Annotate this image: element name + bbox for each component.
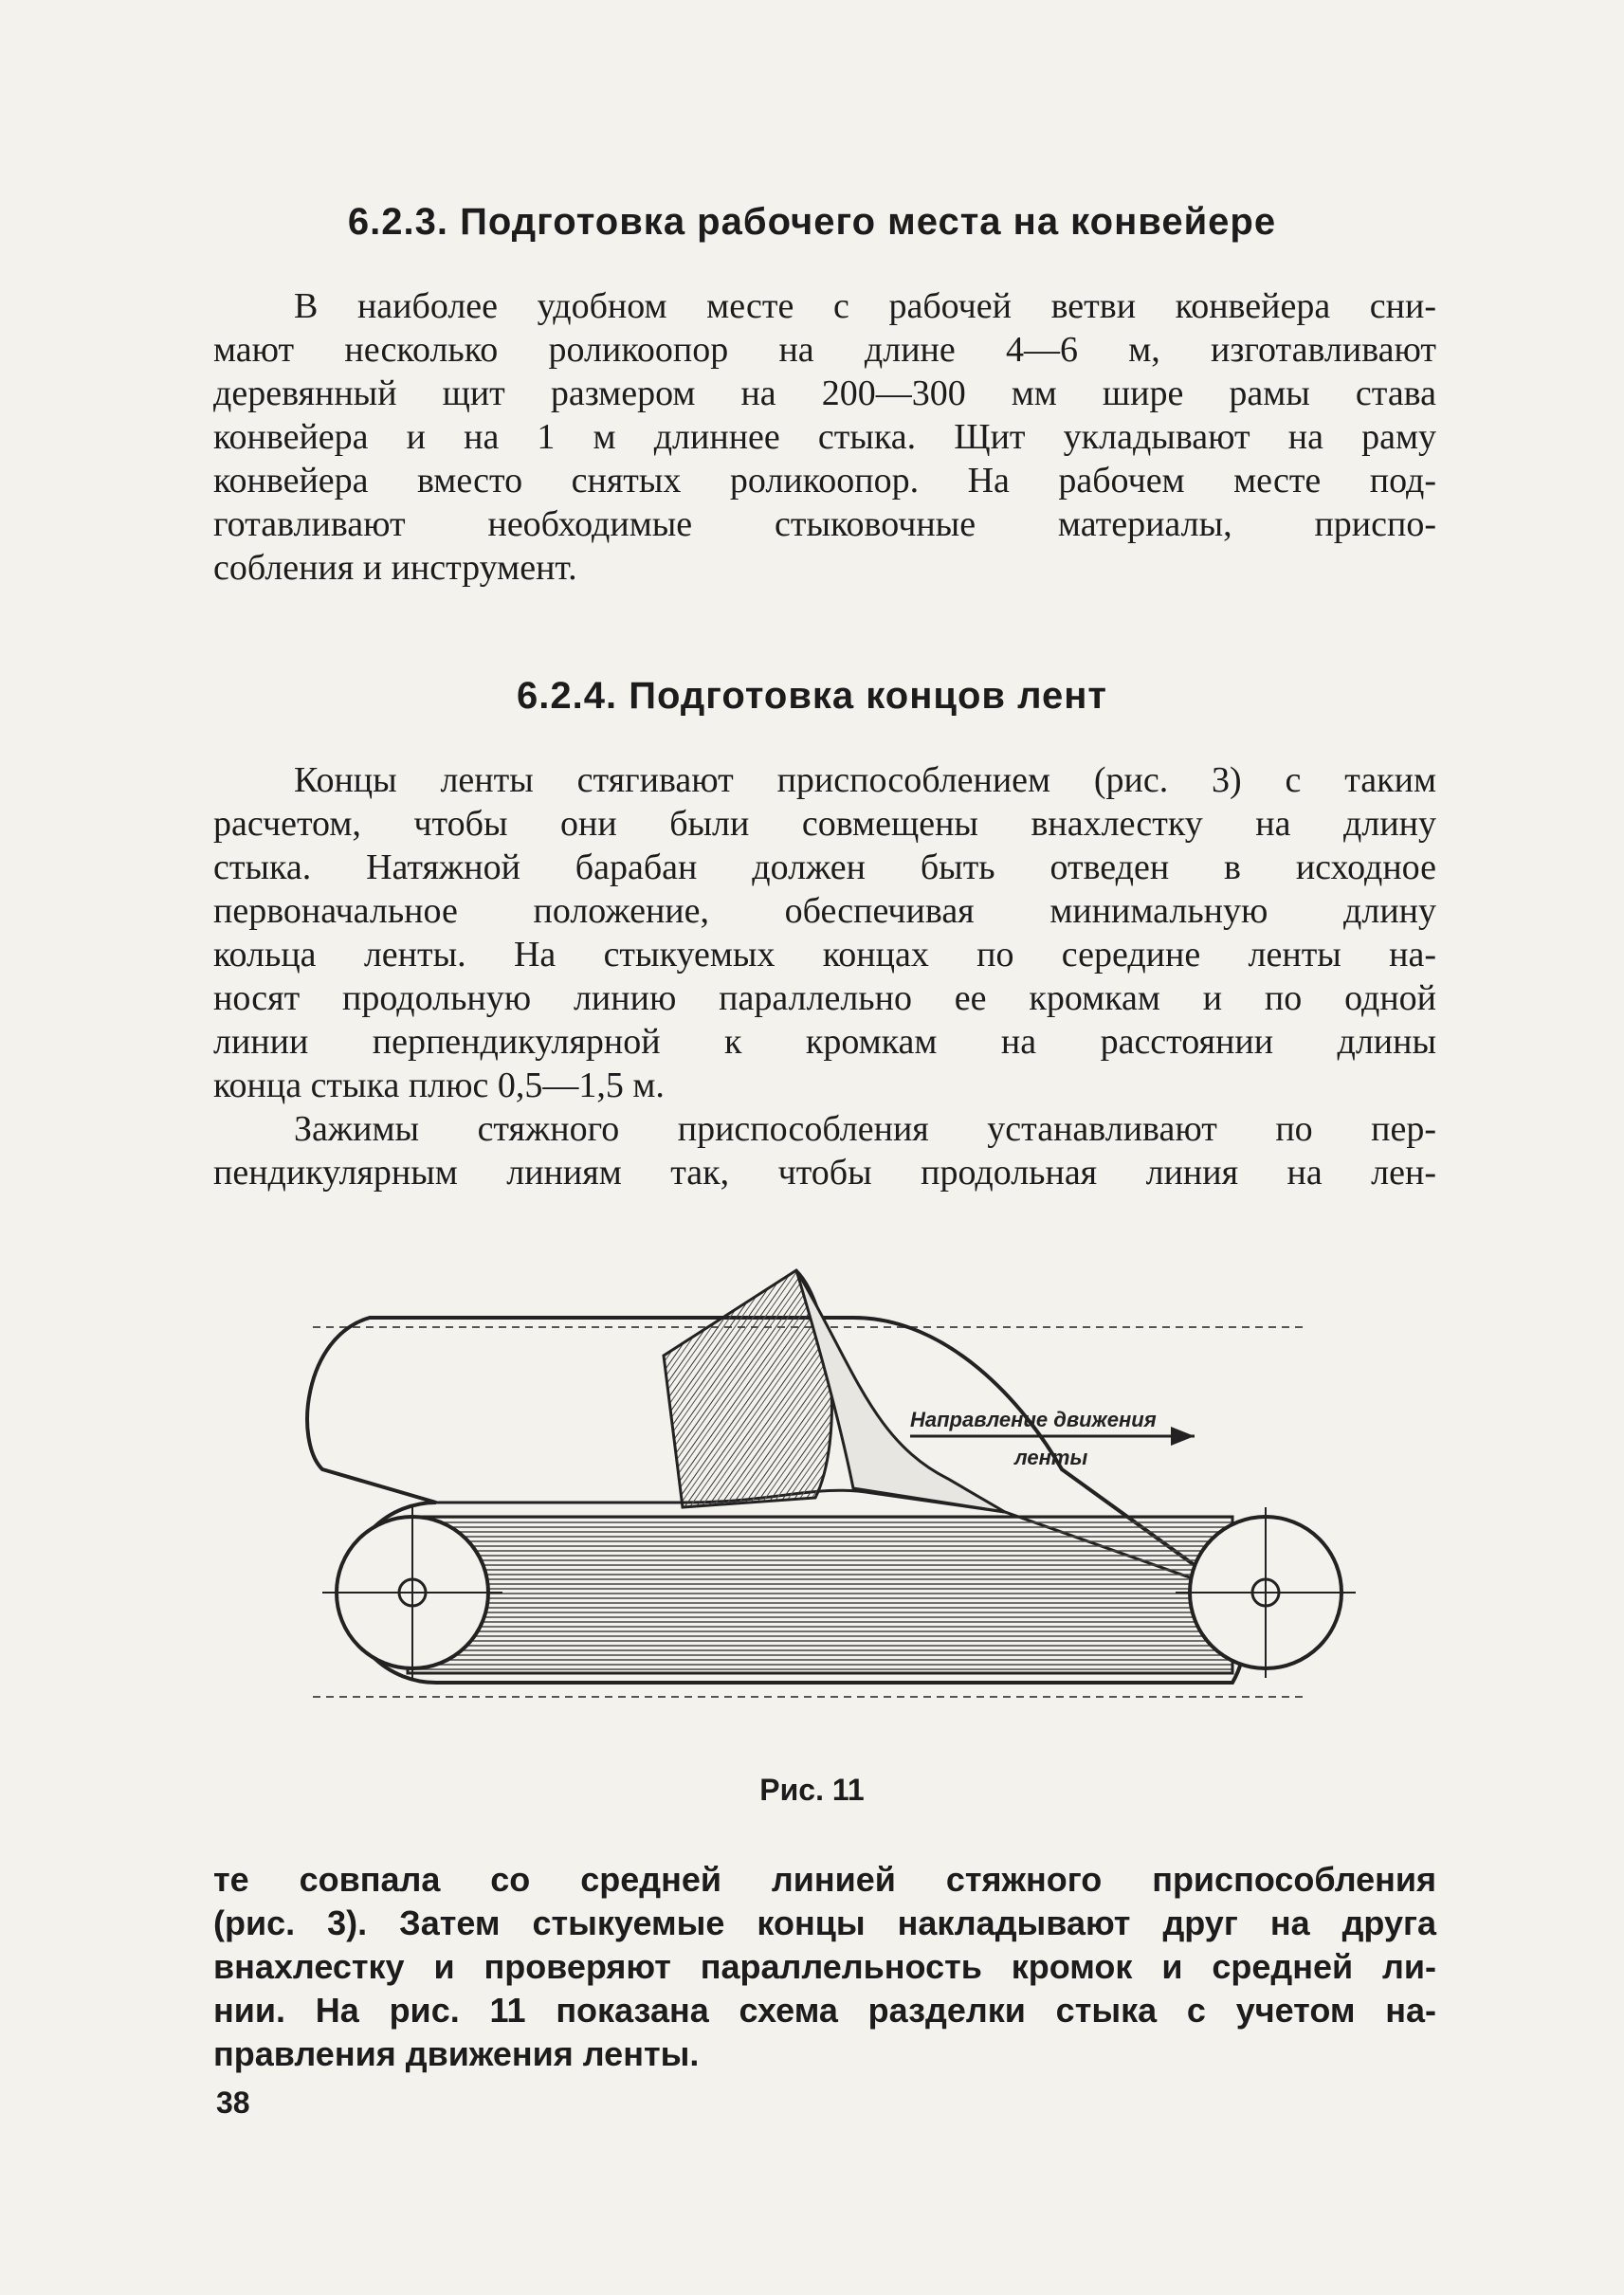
text-line: конвейера вместо снятых роликоопор. На рабочем месте под-	[213, 461, 1436, 501]
direction-label-belt: ленты	[1014, 1446, 1088, 1469]
direction-arrow-head	[1171, 1427, 1195, 1446]
paragraph-workplace	[213, 284, 1436, 590]
text-line: В наиболее удобном месте с рабочей ветви конвейера сни-	[294, 286, 1436, 326]
text-line: Концы ленты стягивают приспособлением (рис. 3) с таким	[294, 760, 1436, 800]
paragraph-continuation	[213, 1858, 1436, 2076]
text-line: собления и инструмент.	[213, 548, 577, 588]
paragraph-belt-ends	[213, 758, 1436, 1194]
text-line: готавливают необходимые стыковочные материалы, приспо-	[213, 504, 1436, 544]
text-line: те совпала со средней линией стяжного приспособления	[213, 1860, 1436, 1899]
text-line: кольца ленты. На стыкуемых концах по середине ленты на-	[213, 935, 1436, 974]
section-heading-6-2-3: 6.2.3. Подготовка рабочего места на конвейере	[347, 201, 1277, 243]
text-line: первоначальное положение, обеспечивая минимальную длину	[213, 891, 1436, 931]
page-number: 38	[216, 2086, 250, 2120]
text-line: внахлестку и проверяют параллельность кромок и средней ли-	[213, 1947, 1436, 1986]
text-line: конвейера и на 1 м длиннее стыка. Щит укладывают на раму	[213, 417, 1436, 457]
text-line: (рис. 3). Затем стыкуемые концы накладывают друг на друга	[213, 1903, 1436, 1942]
text-line: стыка. Натяжной барабан должен быть отведен в исходное	[213, 847, 1436, 887]
text-line: нии. На рис. 11 показана схема разделки стыка с учетом на-	[213, 1991, 1436, 2030]
figure-caption: Рис. 11	[759, 1773, 865, 1807]
text-line: линии перпендикулярной к кромкам на расстоянии длины	[213, 1022, 1436, 1062]
belt-lower-run	[408, 1517, 1232, 1673]
section-heading-6-2-4: 6.2.4. Подготовка концов лент	[517, 675, 1107, 717]
text-line: деревянный щит размером на 200—300 мм шире рамы става	[213, 373, 1436, 413]
conveyor-splice-diagram	[284, 1251, 1384, 1782]
direction-label: Направление движения	[910, 1408, 1157, 1431]
text-line: носят продольную линию параллельно ее кромкам и по одной	[213, 978, 1436, 1018]
text-line: расчетом, чтобы они были совмещены внахлестку на длину	[213, 804, 1436, 844]
text-line: правления движения ленты.	[213, 2034, 700, 2073]
text-line: мают несколько роликоопор на длине 4—6 м, изготавливают	[213, 330, 1436, 370]
text-line: Зажимы стяжного приспособления устанавливают по пер-	[294, 1109, 1436, 1149]
text-line: конца стыка плюс 0,5—1,5 м.	[213, 1066, 665, 1105]
text-line: пендикулярным линиям так, чтобы продольная линия на лен-	[213, 1153, 1436, 1193]
